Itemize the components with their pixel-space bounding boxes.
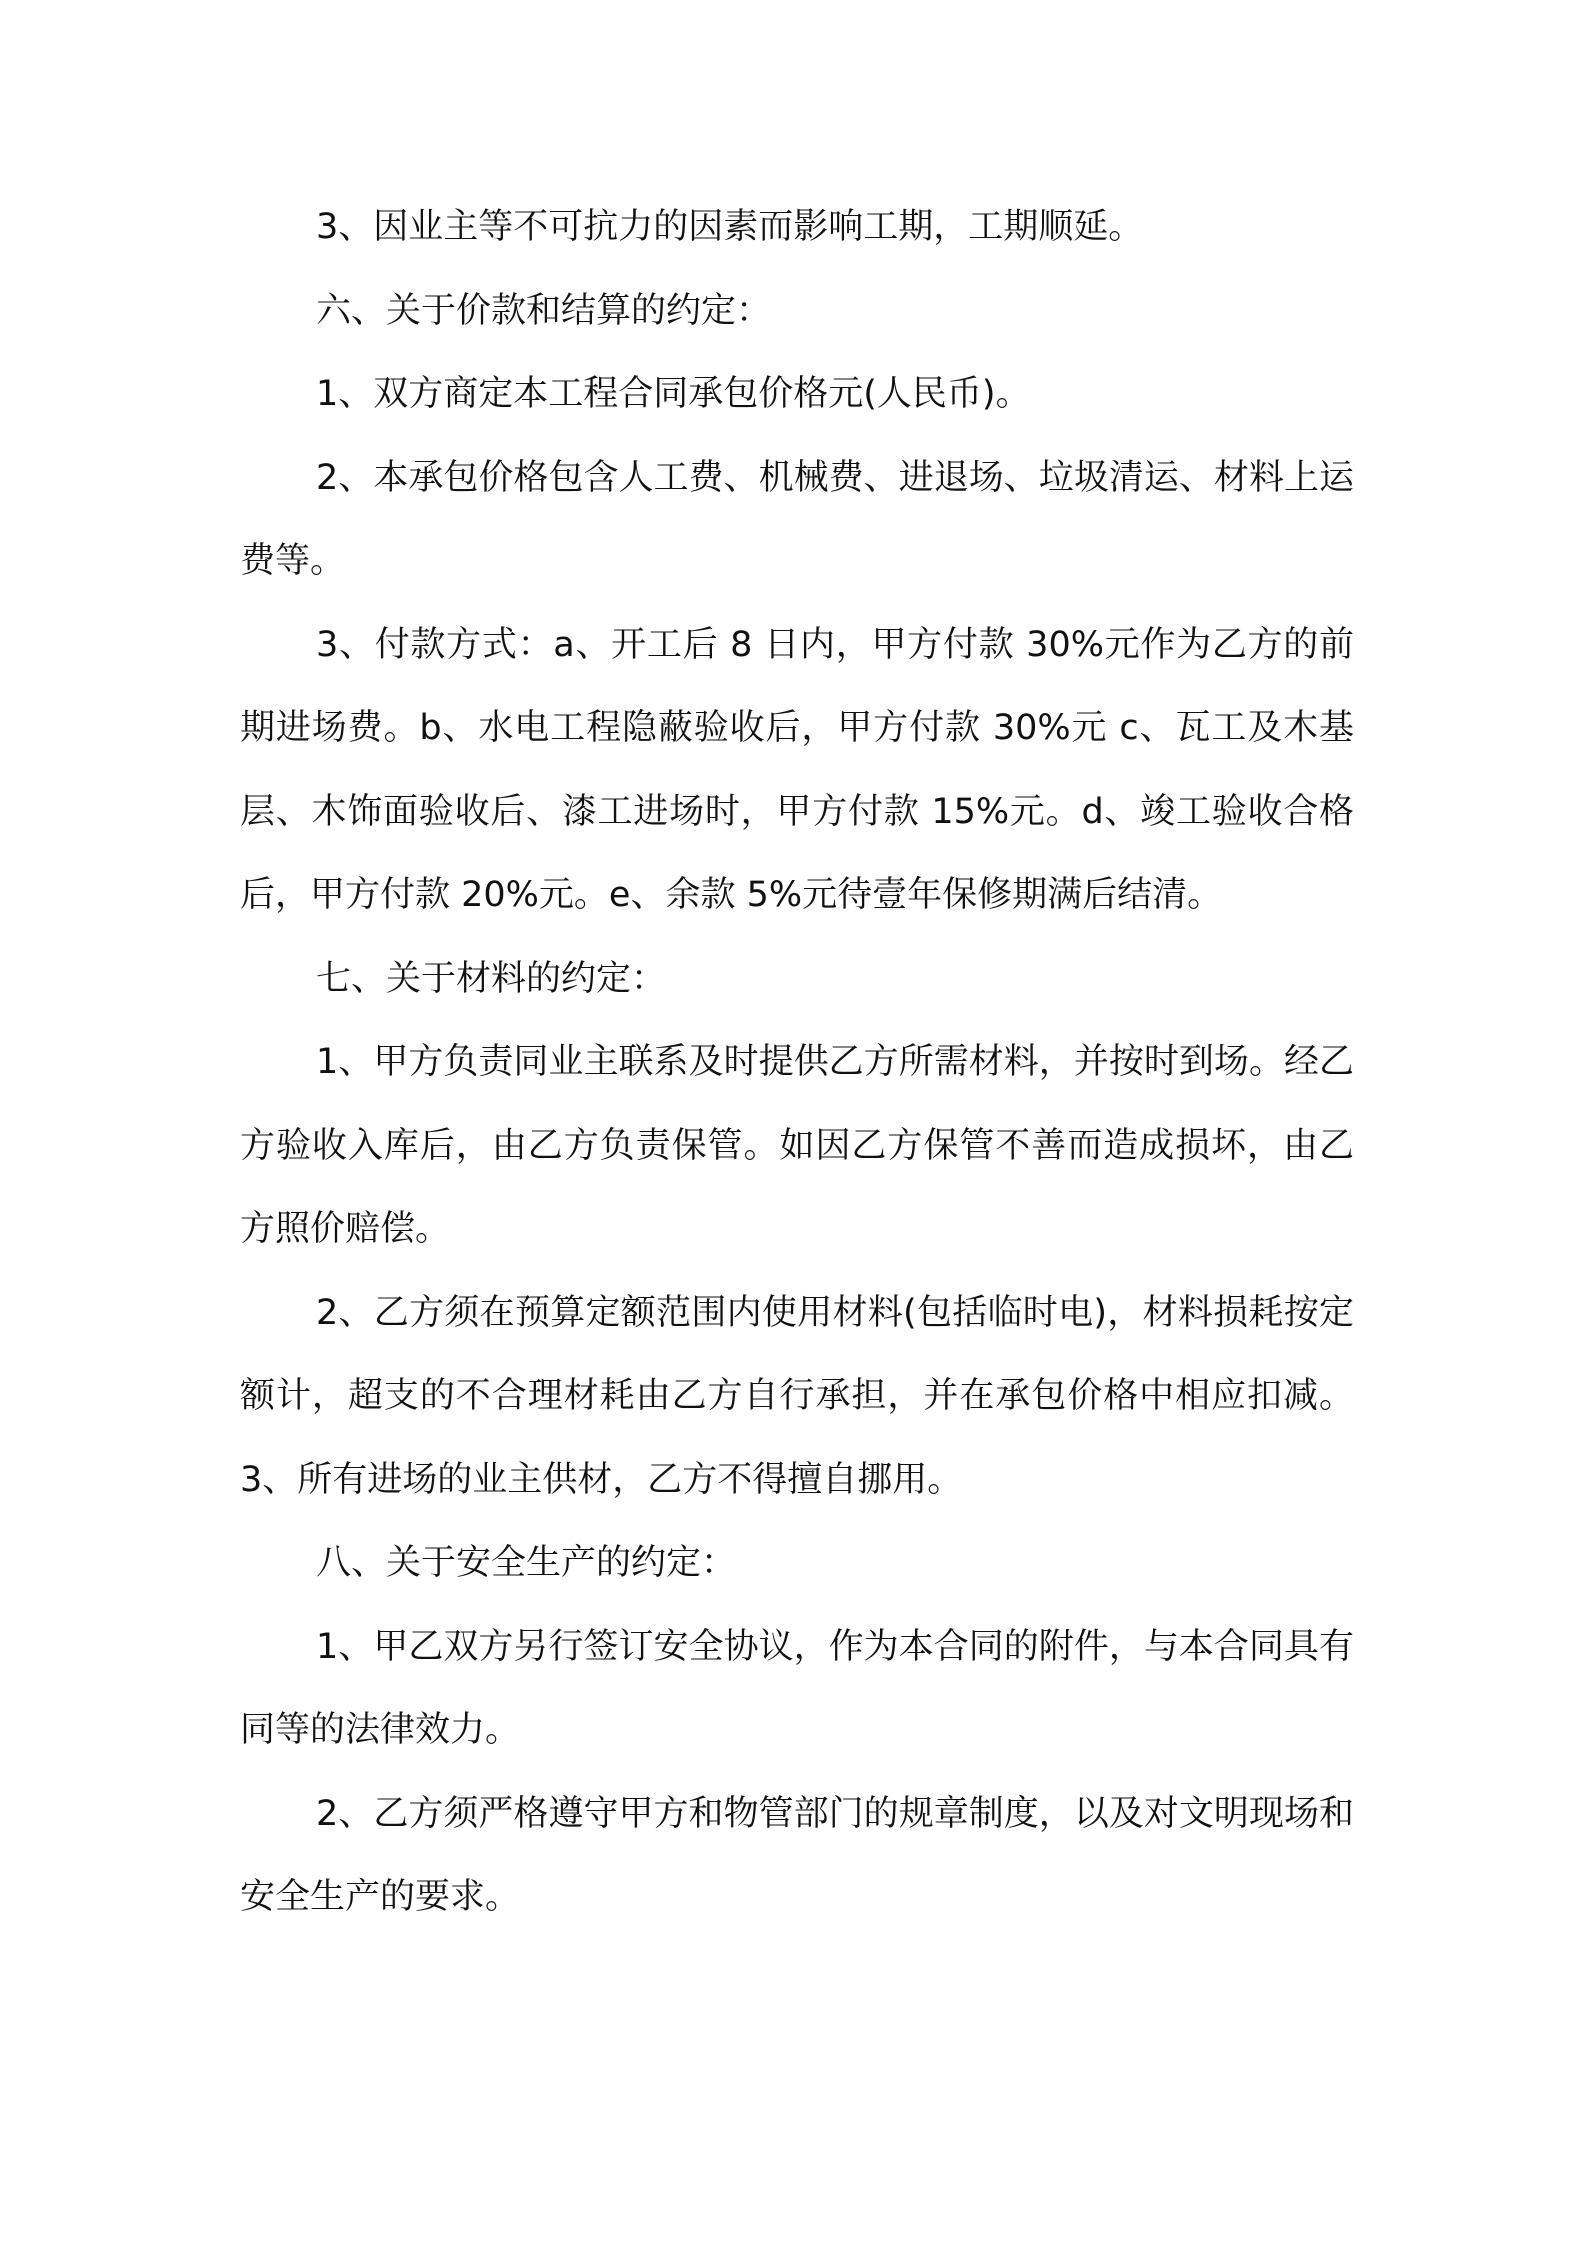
clause-8-1: 1、甲乙双方另行签订安全协议，作为本合同的附件，与本合同具有同等的法律效力。	[240, 1626, 1354, 1750]
clause-7-2: 2、乙方须在预算定额范围内使用材料(包括临时电)，材料损耗按定额计，超支的不合理材耗由乙方自行承担，并在承包价格中相应扣减。3、所有进场的业主供材，乙方不得擅自挪用。	[240, 1292, 1354, 1500]
clause-7-1: 1、甲方负责同业主联系及时提供乙方所需材料，并按时到场。经乙方验收入库后，由乙方负责保管。如因乙方保管不善而造成损坏，由乙方照价赔偿。	[240, 1042, 1354, 1249]
clause-6-2: 2、本承包价格包含人工费、机械费、进退场、垃圾清运、材料上运费等。	[240, 457, 1354, 581]
clause-8-2: 2、乙方须严格遵守甲方和物管部门的规章制度，以及对文明现场和安全生产的要求。	[240, 1793, 1354, 1917]
section-6-heading: 六、关于价款和结算的约定：	[316, 290, 772, 331]
clause-6-1: 1、双方商定本工程合同承包价格元(人民币)。	[316, 374, 1031, 414]
section-8-heading: 八、关于安全生产的约定：	[316, 1543, 737, 1583]
section-7-heading: 七、关于材料的约定：	[316, 958, 667, 999]
document-body	[240, 186, 1354, 1940]
clause-6-3: 3、付款方式：a、开工后 8 日内，甲方付款 30%元作为乙方的前期进场费。b、水电工程隐蔽验收后，甲方付款 30%元 c、瓦工及木基层、木饰面验收后、漆工进场时，甲方付款 15%元。d、竣工验收合格后，甲方付款 20%元。e、余款 5%元待壹年保修期满后结清。	[240, 624, 1354, 915]
clause-5-3: 3、因业主等不可抗力的因素而影响工期，工期顺延。	[316, 207, 1144, 247]
